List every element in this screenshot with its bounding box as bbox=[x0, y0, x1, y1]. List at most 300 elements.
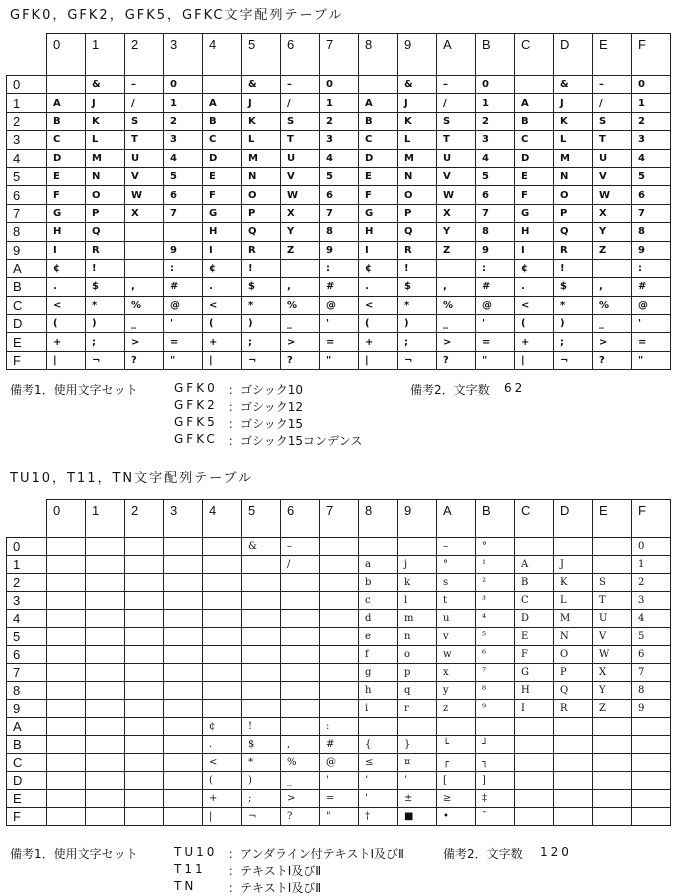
char-cell bbox=[47, 754, 86, 772]
char-cell: ' bbox=[320, 315, 359, 333]
char-cell: . bbox=[47, 278, 86, 296]
charset-code: TN bbox=[174, 879, 197, 893]
char-cell: 6 bbox=[320, 186, 359, 204]
char-cell: > bbox=[281, 333, 320, 351]
table1-char-count: 62 bbox=[504, 381, 526, 395]
char-cell bbox=[125, 538, 164, 556]
char-cell: @ bbox=[476, 296, 515, 314]
char-cell: | bbox=[203, 351, 242, 369]
char-cell: ( bbox=[359, 315, 398, 333]
char-cell: Q bbox=[242, 223, 281, 241]
char-cell bbox=[164, 610, 203, 628]
char-cell: ■ bbox=[398, 808, 437, 826]
row-header: A bbox=[7, 259, 47, 277]
char-cell bbox=[593, 754, 632, 772]
char-cell: ' bbox=[164, 315, 203, 333]
table-row bbox=[7, 278, 671, 296]
char-cell bbox=[203, 574, 242, 592]
column-header: 7 bbox=[320, 34, 359, 76]
row-header: 1 bbox=[7, 556, 47, 574]
char-cell: X bbox=[281, 204, 320, 222]
char-cell bbox=[242, 610, 281, 628]
column-header: 1 bbox=[86, 34, 125, 76]
char-cell bbox=[437, 718, 476, 736]
char-cell bbox=[593, 538, 632, 556]
table-row bbox=[7, 296, 671, 314]
char-cell: W bbox=[593, 186, 632, 204]
char-cell: ( bbox=[47, 315, 86, 333]
char-cell: G bbox=[47, 204, 86, 222]
char-cell bbox=[47, 646, 86, 664]
table-row bbox=[7, 808, 671, 826]
column-header: 8 bbox=[359, 500, 398, 538]
char-cell: = bbox=[476, 333, 515, 351]
char-cell bbox=[47, 772, 86, 790]
char-cell bbox=[281, 682, 320, 700]
char-cell: ! bbox=[242, 259, 281, 277]
char-cell: < bbox=[203, 296, 242, 314]
char-cell: 3 bbox=[476, 131, 515, 149]
char-cell: 0 bbox=[632, 76, 671, 94]
char-cell: 9 bbox=[476, 241, 515, 259]
char-cell bbox=[632, 736, 671, 754]
char-cell: = bbox=[320, 333, 359, 351]
char-cell: ¢ bbox=[359, 259, 398, 277]
corner-cell bbox=[7, 500, 47, 538]
char-cell bbox=[125, 700, 164, 718]
char-cell: ? bbox=[281, 351, 320, 369]
char-cell: ! bbox=[554, 259, 593, 277]
char-cell: P bbox=[86, 204, 125, 222]
char-cell: D bbox=[515, 610, 554, 628]
char-cell: Y bbox=[281, 223, 320, 241]
char-cell: ⁸ bbox=[476, 682, 515, 700]
char-cell: E bbox=[515, 167, 554, 185]
charset-separator: ： bbox=[228, 881, 241, 895]
column-header: 0 bbox=[47, 34, 86, 76]
char-cell bbox=[125, 682, 164, 700]
char-cell: I bbox=[359, 241, 398, 259]
char-cell bbox=[203, 664, 242, 682]
char-cell bbox=[86, 664, 125, 682]
char-cell: ¬ bbox=[86, 351, 125, 369]
char-cell: ⁷ bbox=[476, 664, 515, 682]
char-cell: A bbox=[515, 94, 554, 112]
charset-separator: ： bbox=[228, 847, 241, 861]
char-cell bbox=[125, 574, 164, 592]
char-cell bbox=[320, 682, 359, 700]
column-header: 9 bbox=[398, 34, 437, 76]
row-header: 2 bbox=[7, 112, 47, 130]
char-cell: J bbox=[554, 94, 593, 112]
char-cell: p bbox=[398, 664, 437, 682]
char-cell: U bbox=[437, 149, 476, 167]
char-cell: ' bbox=[359, 790, 398, 808]
char-cell: O bbox=[554, 186, 593, 204]
char-cell: Q bbox=[554, 682, 593, 700]
char-cell bbox=[47, 538, 86, 556]
char-cell: ) bbox=[86, 315, 125, 333]
char-cell: [ bbox=[437, 772, 476, 790]
char-cell: # bbox=[476, 278, 515, 296]
char-cell: ? bbox=[125, 351, 164, 369]
charset-code: T11 bbox=[174, 862, 206, 876]
char-cell: J bbox=[242, 94, 281, 112]
row-header: 4 bbox=[7, 149, 47, 167]
char-cell: < bbox=[203, 754, 242, 772]
char-cell bbox=[86, 700, 125, 718]
char-cell: S bbox=[281, 112, 320, 130]
char-cell: L bbox=[554, 131, 593, 149]
char-cell bbox=[593, 808, 632, 826]
char-cell: N bbox=[398, 167, 437, 185]
table-row bbox=[7, 682, 671, 700]
char-cell: & bbox=[398, 76, 437, 94]
row-header: A bbox=[7, 718, 47, 736]
char-cell bbox=[47, 790, 86, 808]
char-cell: % bbox=[125, 296, 164, 314]
column-header: 7 bbox=[320, 500, 359, 538]
char-cell: d bbox=[359, 610, 398, 628]
char-cell: – bbox=[593, 76, 632, 94]
char-cell: B bbox=[515, 112, 554, 130]
row-header: B bbox=[7, 736, 47, 754]
char-cell: H bbox=[359, 223, 398, 241]
char-cell: . bbox=[203, 736, 242, 754]
char-cell: Z bbox=[593, 241, 632, 259]
table-row bbox=[7, 94, 671, 112]
char-cell bbox=[86, 538, 125, 556]
char-cell: ≤ bbox=[359, 754, 398, 772]
char-cell: Y bbox=[593, 682, 632, 700]
char-cell: g bbox=[359, 664, 398, 682]
char-cell bbox=[47, 736, 86, 754]
column-header: 8 bbox=[359, 34, 398, 76]
char-cell: = bbox=[164, 333, 203, 351]
char-cell bbox=[86, 628, 125, 646]
row-header: C bbox=[7, 754, 47, 772]
char-cell: e bbox=[359, 628, 398, 646]
char-cell bbox=[86, 556, 125, 574]
char-cell: ± bbox=[398, 790, 437, 808]
char-cell bbox=[164, 718, 203, 736]
char-cell: M bbox=[398, 149, 437, 167]
char-cell: D bbox=[515, 149, 554, 167]
char-cell: , bbox=[281, 736, 320, 754]
char-cell: : bbox=[632, 259, 671, 277]
char-cell: ¬ bbox=[242, 808, 281, 826]
char-cell: ( bbox=[203, 772, 242, 790]
char-cell: ┌ bbox=[437, 754, 476, 772]
char-cell bbox=[47, 610, 86, 628]
char-cell: ¹ bbox=[476, 556, 515, 574]
char-cell: U bbox=[593, 149, 632, 167]
char-cell bbox=[125, 610, 164, 628]
table2-note2-label: 備考2．文字数 bbox=[443, 847, 523, 861]
char-cell: 8 bbox=[320, 223, 359, 241]
row-header: F bbox=[7, 808, 47, 826]
char-cell: @ bbox=[320, 296, 359, 314]
char-cell: % bbox=[437, 296, 476, 314]
char-cell: G bbox=[515, 204, 554, 222]
char-cell: W bbox=[593, 646, 632, 664]
char-cell: 7 bbox=[476, 204, 515, 222]
char-cell bbox=[203, 628, 242, 646]
table-row bbox=[7, 315, 671, 333]
char-cell: Y bbox=[593, 223, 632, 241]
char-cell: S bbox=[437, 112, 476, 130]
char-cell bbox=[320, 664, 359, 682]
char-cell: Z bbox=[281, 241, 320, 259]
char-cell bbox=[47, 808, 86, 826]
char-cell: R bbox=[86, 241, 125, 259]
char-cell: 1 bbox=[632, 94, 671, 112]
char-cell bbox=[125, 754, 164, 772]
column-header: 4 bbox=[203, 34, 242, 76]
char-cell: ; bbox=[242, 333, 281, 351]
char-cell: 8 bbox=[476, 223, 515, 241]
char-cell: > bbox=[281, 790, 320, 808]
table-row bbox=[7, 149, 671, 167]
char-cell: R bbox=[554, 700, 593, 718]
char-cell: Q bbox=[86, 223, 125, 241]
char-cell bbox=[242, 664, 281, 682]
char-cell: E bbox=[203, 167, 242, 185]
char-cell: H bbox=[203, 223, 242, 241]
char-cell: / bbox=[281, 94, 320, 112]
char-cell bbox=[125, 646, 164, 664]
char-cell: C bbox=[359, 131, 398, 149]
char-cell: 9 bbox=[632, 700, 671, 718]
char-cell bbox=[554, 736, 593, 754]
char-cell bbox=[125, 223, 164, 241]
char-cell: 4 bbox=[632, 149, 671, 167]
char-cell: ) bbox=[398, 315, 437, 333]
char-cell: V bbox=[125, 167, 164, 185]
char-cell bbox=[554, 772, 593, 790]
char-cell bbox=[47, 574, 86, 592]
char-cell: " bbox=[476, 351, 515, 369]
char-cell bbox=[242, 628, 281, 646]
char-cell: ) bbox=[242, 315, 281, 333]
char-cell: c bbox=[359, 592, 398, 610]
char-cell bbox=[593, 718, 632, 736]
char-cell: < bbox=[47, 296, 86, 314]
column-header: D bbox=[554, 500, 593, 538]
char-cell: M bbox=[242, 149, 281, 167]
charset-separator: ： bbox=[228, 434, 241, 448]
char-cell: v bbox=[437, 628, 476, 646]
table-row bbox=[7, 112, 671, 130]
char-cell: ; bbox=[554, 333, 593, 351]
char-cell: 6 bbox=[164, 186, 203, 204]
row-header: 5 bbox=[7, 628, 47, 646]
char-cell: P bbox=[554, 204, 593, 222]
char-cell bbox=[86, 610, 125, 628]
char-cell bbox=[125, 718, 164, 736]
column-header: C bbox=[515, 34, 554, 76]
char-cell: * bbox=[242, 754, 281, 772]
char-cell bbox=[320, 574, 359, 592]
char-cell: | bbox=[203, 808, 242, 826]
char-cell: I bbox=[47, 241, 86, 259]
char-cell: # bbox=[320, 278, 359, 296]
char-cell: _ bbox=[125, 315, 164, 333]
char-cell: K bbox=[554, 574, 593, 592]
char-cell bbox=[593, 772, 632, 790]
char-cell bbox=[164, 808, 203, 826]
row-header: 8 bbox=[7, 682, 47, 700]
char-cell: W bbox=[437, 186, 476, 204]
char-cell: < bbox=[515, 296, 554, 314]
char-cell bbox=[86, 592, 125, 610]
char-cell: b bbox=[359, 574, 398, 592]
char-cell: 6 bbox=[632, 646, 671, 664]
char-cell: 0 bbox=[164, 76, 203, 94]
char-cell bbox=[47, 700, 86, 718]
table-row bbox=[7, 241, 671, 259]
char-cell bbox=[47, 556, 86, 574]
char-cell bbox=[281, 259, 320, 277]
char-cell: ' bbox=[476, 315, 515, 333]
table-row bbox=[7, 186, 671, 204]
row-header: 4 bbox=[7, 610, 47, 628]
char-cell: P bbox=[554, 664, 593, 682]
char-cell: 7 bbox=[632, 664, 671, 682]
char-cell: & bbox=[554, 76, 593, 94]
row-header: D bbox=[7, 315, 47, 333]
char-cell: M bbox=[554, 149, 593, 167]
char-cell: E bbox=[359, 167, 398, 185]
char-cell bbox=[47, 76, 86, 94]
char-cell: ≥ bbox=[437, 790, 476, 808]
char-cell bbox=[164, 700, 203, 718]
char-cell: B bbox=[47, 112, 86, 130]
char-cell: R bbox=[554, 241, 593, 259]
char-cell bbox=[86, 718, 125, 736]
char-cell: J bbox=[554, 556, 593, 574]
column-header: A bbox=[437, 34, 476, 76]
column-header: 0 bbox=[47, 500, 86, 538]
char-cell: T bbox=[593, 131, 632, 149]
char-cell: , bbox=[281, 278, 320, 296]
char-cell bbox=[554, 538, 593, 556]
char-cell bbox=[632, 772, 671, 790]
row-header: E bbox=[7, 333, 47, 351]
char-cell: D bbox=[359, 149, 398, 167]
char-cell bbox=[125, 736, 164, 754]
char-cell: & bbox=[242, 538, 281, 556]
char-cell: H bbox=[515, 682, 554, 700]
char-cell: $ bbox=[398, 278, 437, 296]
char-cell: A bbox=[515, 556, 554, 574]
char-cell: J bbox=[86, 94, 125, 112]
char-cell: X bbox=[125, 204, 164, 222]
char-cell bbox=[593, 259, 632, 277]
char-cell: + bbox=[515, 333, 554, 351]
char-table-tu bbox=[6, 499, 671, 826]
charset-name: テキストⅠ及びⅡ bbox=[240, 864, 322, 878]
char-cell bbox=[164, 538, 203, 556]
char-cell bbox=[86, 754, 125, 772]
char-cell bbox=[203, 556, 242, 574]
char-cell: $ bbox=[242, 278, 281, 296]
char-cell bbox=[632, 790, 671, 808]
column-header: 2 bbox=[125, 34, 164, 76]
char-cell bbox=[125, 772, 164, 790]
char-cell: T bbox=[593, 592, 632, 610]
char-cell bbox=[164, 682, 203, 700]
charset-code: GFK0 bbox=[174, 381, 218, 395]
column-header: 6 bbox=[281, 34, 320, 76]
char-cell: C bbox=[203, 131, 242, 149]
char-cell: 2 bbox=[320, 112, 359, 130]
char-cell: " bbox=[164, 351, 203, 369]
char-cell bbox=[320, 556, 359, 574]
char-cell: N bbox=[242, 167, 281, 185]
row-header: 9 bbox=[7, 241, 47, 259]
row-header: C bbox=[7, 296, 47, 314]
char-cell: C bbox=[515, 131, 554, 149]
char-cell: # bbox=[320, 736, 359, 754]
char-cell: > bbox=[593, 333, 632, 351]
char-cell: ¢ bbox=[203, 259, 242, 277]
char-cell bbox=[359, 718, 398, 736]
char-cell: s bbox=[437, 574, 476, 592]
charset-code: TU10 bbox=[174, 845, 218, 859]
char-cell: n bbox=[398, 628, 437, 646]
char-cell: ) bbox=[242, 772, 281, 790]
char-cell bbox=[164, 736, 203, 754]
charset-code: GFKC bbox=[174, 432, 218, 446]
table-row bbox=[7, 333, 671, 351]
char-cell: ┘ bbox=[476, 736, 515, 754]
char-cell bbox=[242, 700, 281, 718]
char-cell: Z bbox=[437, 241, 476, 259]
char-cell: $ bbox=[86, 278, 125, 296]
char-cell: . bbox=[515, 278, 554, 296]
char-cell: ‡ bbox=[476, 790, 515, 808]
row-header: E bbox=[7, 790, 47, 808]
char-cell: M bbox=[86, 149, 125, 167]
char-cell: h bbox=[359, 682, 398, 700]
char-cell: * bbox=[398, 296, 437, 314]
char-cell: y bbox=[437, 682, 476, 700]
char-cell: 4 bbox=[320, 149, 359, 167]
char-cell: Q bbox=[554, 223, 593, 241]
char-cell bbox=[164, 664, 203, 682]
char-cell: _ bbox=[593, 315, 632, 333]
char-cell: | bbox=[515, 351, 554, 369]
charset-separator: ： bbox=[228, 383, 241, 397]
char-cell: o bbox=[398, 646, 437, 664]
char-cell: > bbox=[437, 333, 476, 351]
char-cell: % bbox=[593, 296, 632, 314]
char-cell: E bbox=[515, 628, 554, 646]
char-cell: 6 bbox=[476, 186, 515, 204]
char-cell: / bbox=[437, 94, 476, 112]
char-cell: F bbox=[359, 186, 398, 204]
char-cell: • bbox=[437, 808, 476, 826]
table-row bbox=[7, 646, 671, 664]
char-cell: C bbox=[47, 131, 86, 149]
char-cell bbox=[554, 754, 593, 772]
char-cell bbox=[593, 556, 632, 574]
char-cell: O bbox=[554, 646, 593, 664]
char-cell bbox=[47, 664, 86, 682]
char-cell: ; bbox=[398, 333, 437, 351]
char-cell bbox=[125, 592, 164, 610]
